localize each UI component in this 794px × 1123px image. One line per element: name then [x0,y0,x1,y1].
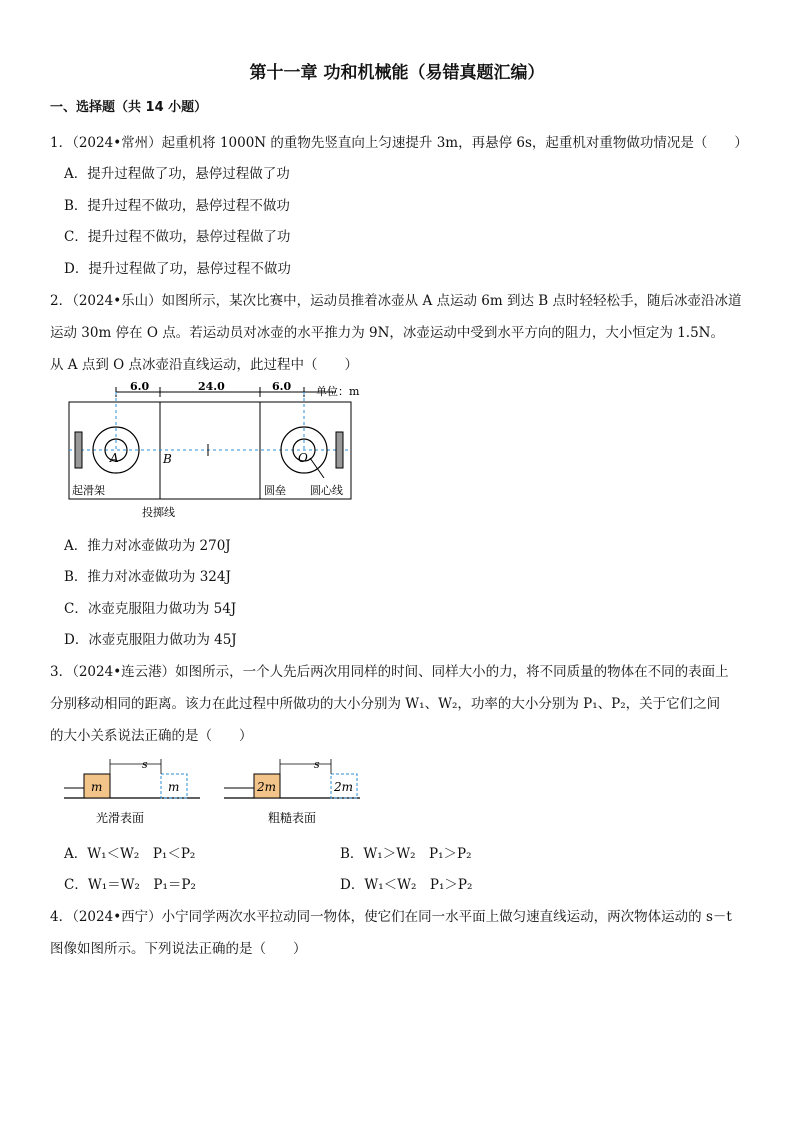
page-title: 第十一章 功和机械能（易错真题汇编） [249,63,545,83]
start-rack-label: 起滑架 [72,484,105,497]
q2-stem-line-1: 2．（2024•乐山）如图所示，某次比赛中，运动员推着冰壶从 A 点运动 6m 到达 B 点时轻轻松手，随后冰壶沿冰道 [50,293,742,309]
dim-label-1: 6.0 [130,380,150,393]
dim-label-2: 24.0 [198,380,225,393]
dim-label-3: 6.0 [272,380,292,393]
q2-option-c: C．冰壶克服阻力做功为 54J [64,601,237,617]
q1-stem: 1．（2024•常州）起重机将 1000N 的重物先竖直向上匀速提升 3m，再悬停 6s，起重机对重物做功情况是（ ） [50,135,748,151]
q3-option-c: C．W₁＝W₂ P₁＝P₂ [64,877,196,893]
q3-option-d: D．W₁＜W₂ P₁＞P₂ [340,877,473,893]
distance-s-label-2: s [314,758,320,771]
q1-option-d: D．提升过程做了功，悬停过程不做功 [64,261,291,277]
q1-option-c: C．提升过程不做功，悬停过程做了功 [64,229,291,245]
q4-stem-line-2: 图像如图所示。下列说法正确的是（ ） [50,941,307,957]
section-heading: 一、选择题（共 14 小题） [50,100,208,115]
mass-m-ghost-label: m [168,780,180,794]
smooth-surface-label: 光滑表面 [96,811,145,825]
q2-option-a: A．推力对冰壶做功为 270J [64,538,231,554]
unit-label: 单位：m [316,385,360,398]
force-surface-diagram [64,756,374,828]
q2-stem-line-2: 运动 30m 停在 O 点。若运动员对冰壶的水平推力为 9N，冰壶运动中受到水平方向的阻力，大小恒定为 1.5N。 [50,325,724,341]
q3-stem-line-3: 的大小关系说法正确的是（ ） [50,728,253,744]
q2-option-b: B．推力对冰壶做功为 324J [64,569,231,585]
q2-option-d: D．冰壶克服阻力做功为 45J [64,632,237,648]
q3-stem-line-1: 3．（2024•连云港）如图所示，一个人先后两次用同样的时间、同样大小的力，将不同质量的物体在不同的表面上 [50,664,729,680]
hog-line-label: 投掷线 [142,506,175,519]
house-label: 圆垒 [264,484,286,497]
q1-option-a: A．提升过程做了功，悬停过程做了功 [64,166,290,182]
point-a-label: A [110,451,119,465]
curling-diagram [66,380,376,520]
mass-m-label: m [91,780,103,794]
center-line-label: 圆心线 [310,484,343,497]
mass-2m-ghost-label: 2m [334,780,354,794]
q3-stem-line-2: 分别移动相同的距离。该力在此过程中所做功的大小分别为 W₁、W₂，功率的大小分别为 P₁、P₂，关于它们之间 [50,696,721,712]
point-o-label: O [298,451,308,465]
rough-surface-label: 粗糙表面 [268,811,317,825]
q3-option-b: B．W₁＞W₂ P₁＞P₂ [340,846,472,862]
q1-option-b: B．提升过程不做功，悬停过程不做功 [64,198,290,214]
q4-stem-line-1: 4．（2024•西宁）小宁同学两次水平拉动同一物体，使它们在同一水平面上做匀速直线运动，两次物体运动的 s－t [50,909,732,925]
q2-stem-line-3: 从 A 点到 O 点冰壶沿直线运动，此过程中（ ） [50,357,358,373]
q3-option-a: A．W₁＜W₂ P₁＜P₂ [64,846,196,862]
mass-2m-label: 2m [257,780,277,794]
distance-s-label-1: s [142,758,148,771]
point-b-label: B [163,452,172,466]
